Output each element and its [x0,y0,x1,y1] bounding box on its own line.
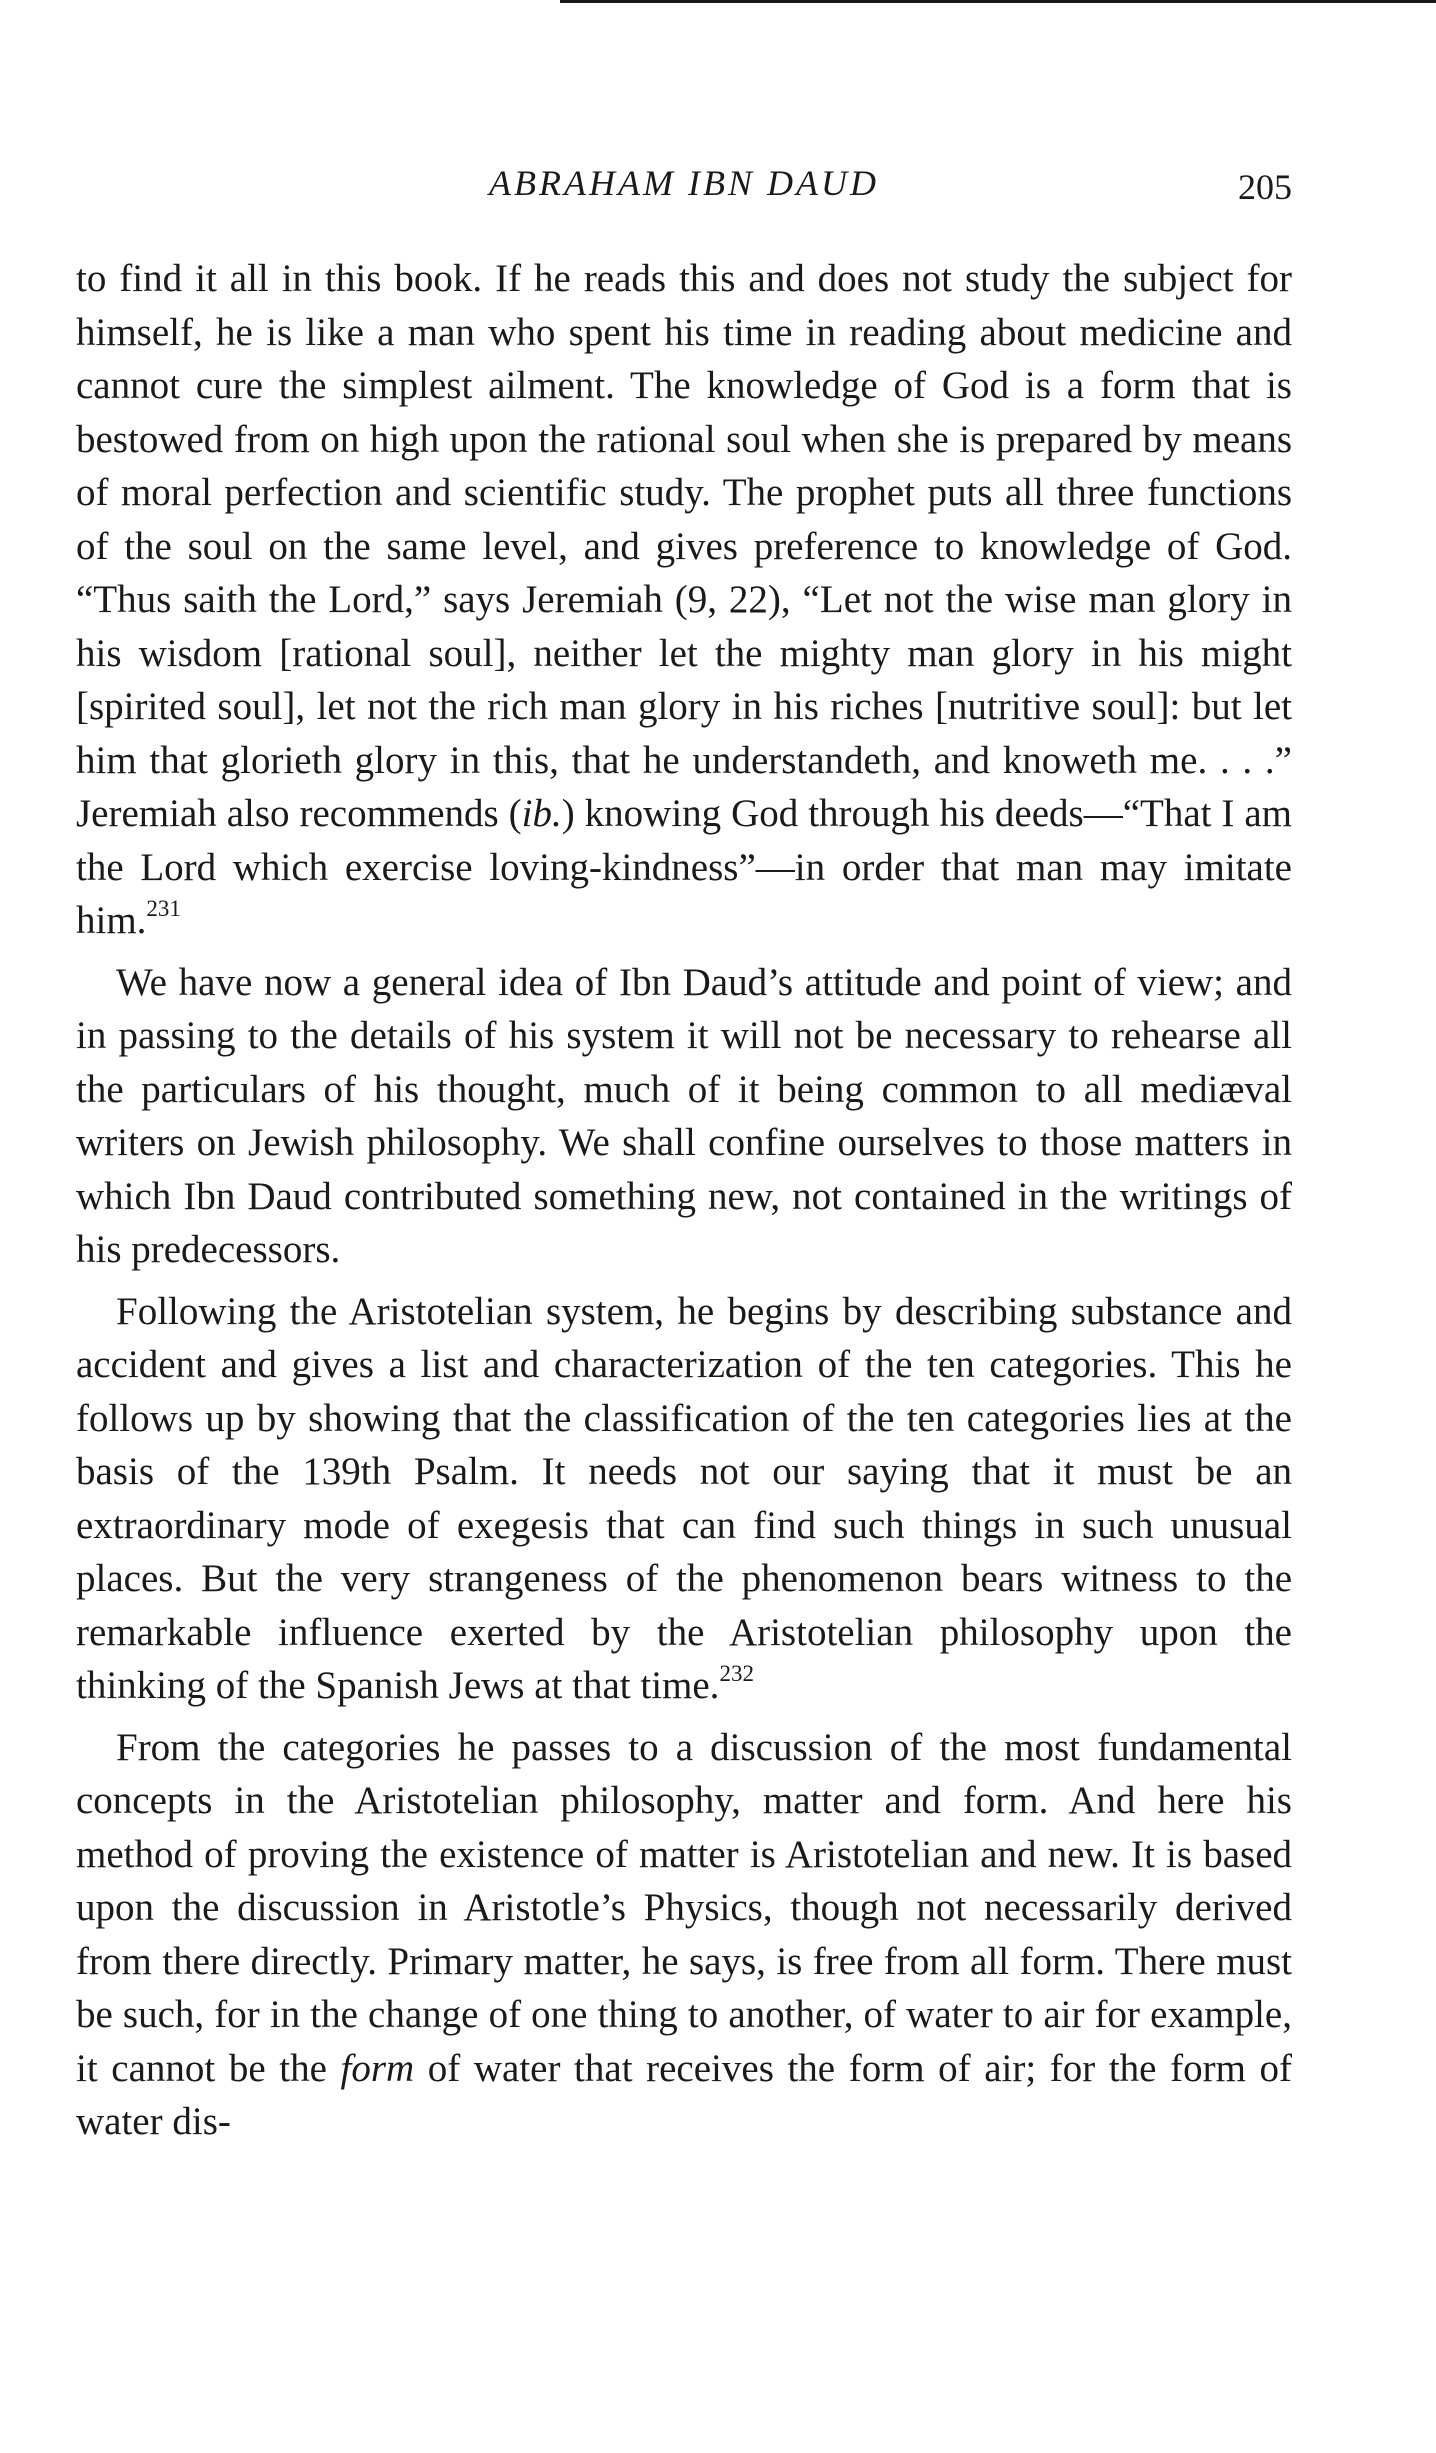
running-head: ABRAHAM IBN DAUD [489,163,879,203]
text-run: to find it all in this book. If he reads this and does not study the subject for himself, he is like a man who spent his time in reading about medicine and cannot cure the simplest ailment. The knowledge of God is a form that is bestowed from on high upon the rational soul when she is prepared by means of moral perfection and scientific study. The prophet puts all three functions of the soul on the same level, and gives preference to knowledge of God. “Thus saith the Lord,” says Jeremiah (9, 22), “Let not the wise man glory in his wisdom [rational soul], neither let the mighty man glory in his might [spirited soul], let not the rich man glory in his riches [nutritive soul]: but let him that glorieth glory in this, that he understandeth, and knoweth me. . . .” Jeremiah also recommends ( [76,257,1292,835]
text-run: From the categories he passes to a discussion of the most fundamental concepts in the Aristotelian philosophy, matter and form. And here his method of proving the existence of matter is Aristotelian and new. It is based upon the discussion in Aristotle’s Physics, though not necessarily derived from there directly. Primary matter, he says, is free from all form. There must be such, for in the change of one thing to another, of water to air for example, it cannot be the [76,1725,1292,2090]
text-run: ) knowing God through his deeds—“That I am the Lord which exercise loving-kindness”—in order that man may imitate him. [76,792,1292,942]
text-run: Following the Aristotelian system, he begins by describing substance and accident and gives a list and characterization of the ten categories. This he follows up by showing that the classification of the ten categories lies at the basis of the 139th Psalm. It needs not our saying that it must be an extraordinary mode of exegesis that can find such things in such unusual places. But the very strangeness of the phenomenon bears witness to the remarkable influence exerted by the Aristotelian philosophy upon the thinking of the Spanish Jews at that time. [76,1289,1292,1707]
paragraph [76,252,1292,948]
body-text [76,252,1292,2157]
text-run: We have now a general idea of Ibn Daud’s attitude and point of view; and in passing to the details of his system it will not be necessary to rehearse all the particulars of his thought, much of it being common to all mediæval writers on Jewish philosophy. We shall confine ourselves to those matters in which Ibn Daud contributed something new, not contained in the writings of his predecessors. [76,960,1292,1271]
top-rule [560,0,1436,3]
text-run: of water that receives the form of air; for the form of water dis- [76,2046,1292,2143]
paragraph [76,956,1292,1277]
footnote-ref: 232 [719,1661,754,1686]
italic-text: form [340,2046,415,2090]
paragraph [76,1285,1292,1713]
italic-text: ib. [521,792,562,835]
paragraph [76,1721,1292,2149]
footnote-ref: 231 [146,896,181,921]
page-number: 205 [1238,167,1292,207]
page-header [76,162,1292,212]
